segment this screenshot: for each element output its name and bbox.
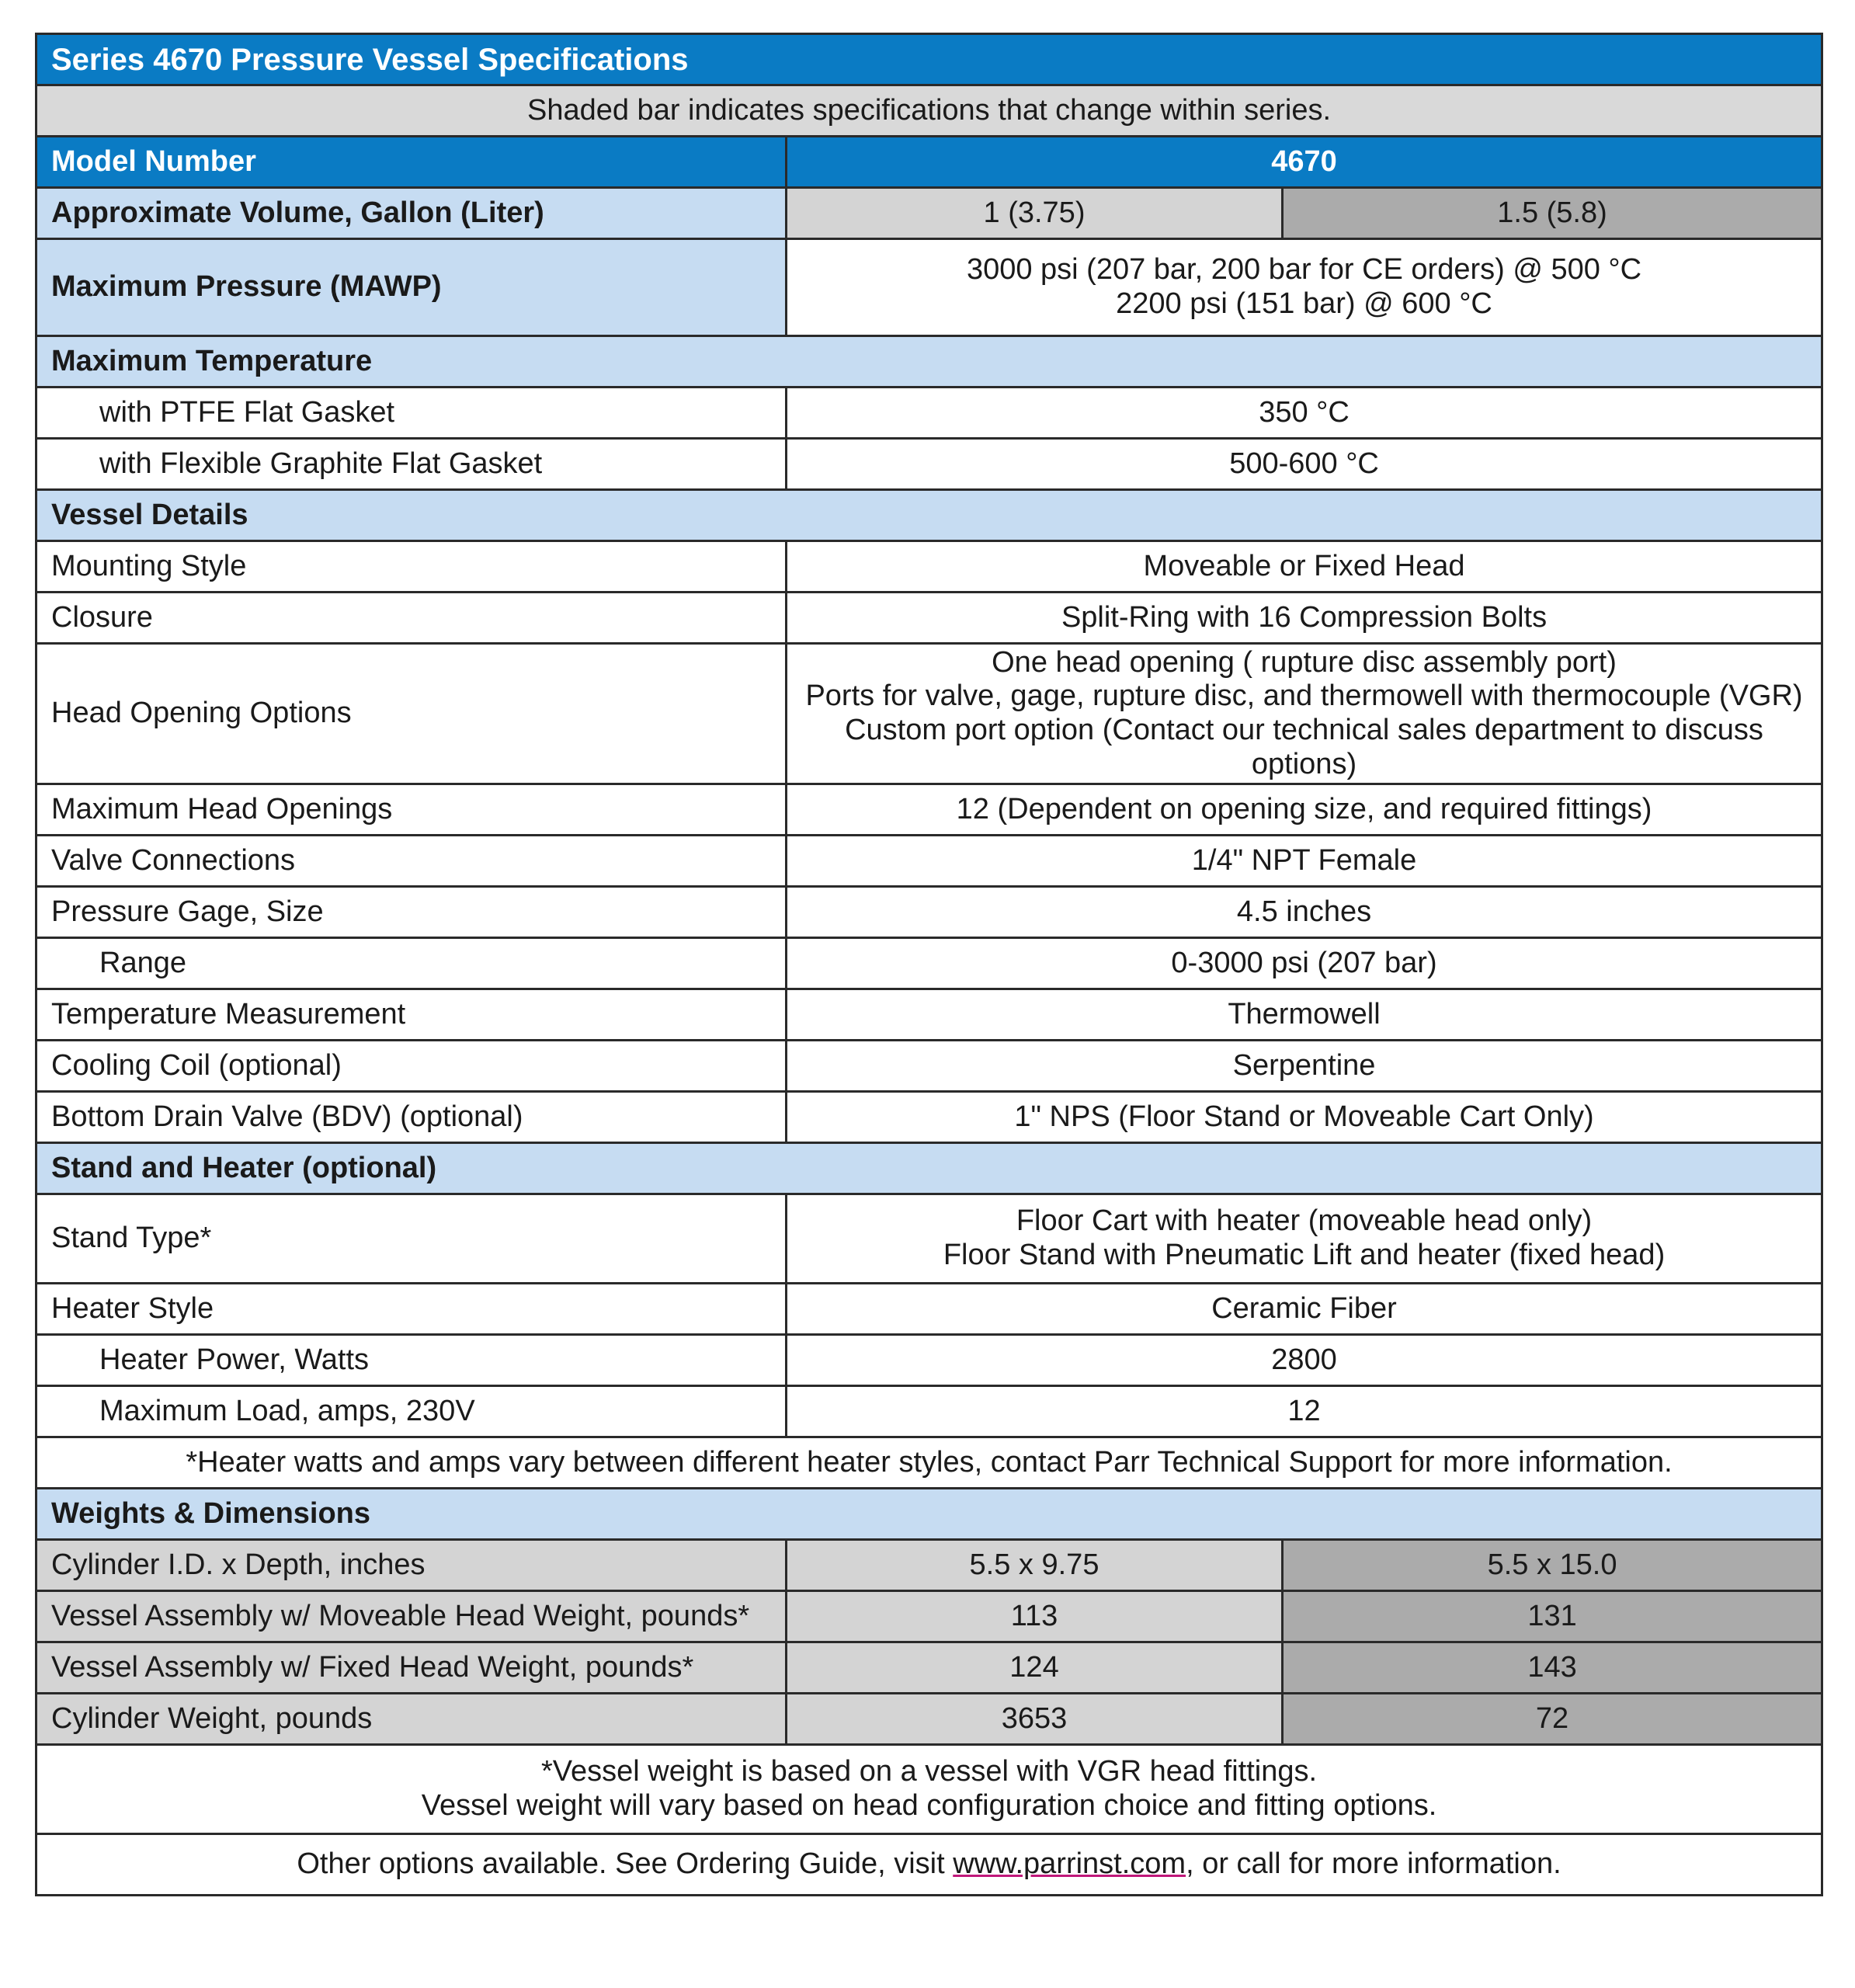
row-label: Bottom Drain Valve (BDV) (optional) [36, 1092, 787, 1143]
row-label: Mounting Style [36, 541, 787, 593]
shaded-note: Shaded bar indicates specifications that change within series. [36, 85, 1822, 137]
table-row [36, 1694, 1822, 1745]
row-label: Maximum Head Openings [36, 784, 787, 836]
row-label: with Flexible Graphite Flat Gasket [36, 439, 787, 490]
section-header: Maximum Temperature [36, 336, 1822, 388]
head-opening-line-2: Ports for valve, gage, rupture disc, and thermowell with thermocouple (VGR) [805, 679, 1803, 713]
section-weights-dimensions [36, 1489, 1822, 1540]
row-label: Heater Style [36, 1284, 787, 1335]
row-label: Cooling Coil (optional) [36, 1041, 787, 1092]
row-label: Vessel Assembly w/ Moveable Head Weight, pounds* [36, 1591, 787, 1642]
title-row [36, 34, 1822, 85]
row-value: 500-600 °C [787, 439, 1822, 490]
footer-text [36, 1834, 1822, 1896]
row-value-1: 5.5 x 9.75 [787, 1540, 1283, 1591]
pressure-row [36, 239, 1822, 336]
head-opening-row [36, 644, 1822, 784]
head-opening-value [787, 644, 1822, 784]
table-row [36, 388, 1822, 439]
table-row [36, 836, 1822, 887]
row-label: Range [36, 938, 787, 989]
row-label: Cylinder Weight, pounds [36, 1694, 787, 1745]
row-label: Maximum Load, amps, 230V [36, 1386, 787, 1437]
weight-note [36, 1745, 1822, 1834]
heater-note-row [36, 1437, 1822, 1489]
table-row [36, 1386, 1822, 1437]
stand-type-line-2: Floor Stand with Pneumatic Lift and heater (fixed head) [943, 1239, 1666, 1271]
table-row [36, 938, 1822, 989]
heater-note: *Heater watts and amps vary between different heater styles, contact Parr Technical Support for more information. [36, 1437, 1822, 1489]
row-value-1: 113 [787, 1591, 1283, 1642]
table-row [36, 541, 1822, 593]
row-value: 0-3000 psi (207 bar) [787, 938, 1822, 989]
pressure-value [787, 239, 1822, 336]
stand-type-value [787, 1194, 1822, 1284]
row-label: Closure [36, 593, 787, 644]
model-label: Model Number [36, 137, 787, 188]
volume-label: Approximate Volume, Gallon (Liter) [36, 188, 787, 239]
pressure-line-1: 3000 psi (207 bar, 200 bar for CE orders) @ 500 °C [966, 253, 1642, 287]
volume-value-1: 1 (3.75) [787, 188, 1283, 239]
table-row [36, 1540, 1822, 1591]
head-opening-line-3: Custom port option (Contact our technical sales department to discuss options) [845, 714, 1763, 780]
row-label: Temperature Measurement [36, 989, 787, 1041]
specifications-table [35, 33, 1823, 1896]
footer-prefix: Other options available. See Ordering Guide, visit [297, 1847, 954, 1881]
shaded-note-row [36, 85, 1822, 137]
row-value-2: 131 [1283, 1591, 1822, 1642]
row-value: Moveable or Fixed Head [787, 541, 1822, 593]
table-row [36, 1642, 1822, 1694]
pressure-label: Maximum Pressure (MAWP) [36, 239, 787, 336]
row-label: Pressure Gage, Size [36, 887, 787, 938]
weight-note-line-2: Vessel weight will vary based on head configuration choice and fitting options. [421, 1789, 1437, 1822]
table-row [36, 1041, 1822, 1092]
row-label: Head Opening Options [36, 644, 787, 784]
row-label: Heater Power, Watts [36, 1335, 787, 1386]
model-value: 4670 [787, 137, 1822, 188]
table-row [36, 593, 1822, 644]
row-value: 2800 [787, 1335, 1822, 1386]
stand-type-row [36, 1194, 1822, 1284]
table-row [36, 1284, 1822, 1335]
footer-row [36, 1834, 1822, 1896]
row-value: 1/4" NPT Female [787, 836, 1822, 887]
head-opening-line-1: One head opening ( rupture disc assembly port) [992, 645, 1617, 679]
row-value: Split-Ring with 16 Compression Bolts [787, 593, 1822, 644]
row-value: 1" NPS (Floor Stand or Moveable Cart Only) [787, 1092, 1822, 1143]
table-row [36, 784, 1822, 836]
row-value: 350 °C [787, 388, 1822, 439]
volume-value-2: 1.5 (5.8) [1283, 188, 1822, 239]
section-vessel-details [36, 490, 1822, 541]
table-row [36, 1092, 1822, 1143]
volume-row [36, 188, 1822, 239]
section-max-temperature [36, 336, 1822, 388]
row-label: Valve Connections [36, 836, 787, 887]
row-value: Ceramic Fiber [787, 1284, 1822, 1335]
row-label: Cylinder I.D. x Depth, inches [36, 1540, 787, 1591]
table-row [36, 1335, 1822, 1386]
weight-note-line-1: *Vessel weight is based on a vessel with VGR head fittings. [540, 1755, 1318, 1788]
row-label: with PTFE Flat Gasket [36, 388, 787, 439]
row-value: Serpentine [787, 1041, 1822, 1092]
table-row [36, 1591, 1822, 1642]
stand-type-line-1: Floor Cart with heater (moveable head only) [1016, 1204, 1593, 1238]
pressure-line-2: 2200 psi (151 bar) @ 600 °C [1116, 287, 1492, 320]
row-value-2: 72 [1283, 1694, 1822, 1745]
row-value-2: 5.5 x 15.0 [1283, 1540, 1822, 1591]
row-label: Vessel Assembly w/ Fixed Head Weight, pounds* [36, 1642, 787, 1694]
footer-suffix: , or call for more information. [1186, 1847, 1561, 1881]
row-value: 12 (Dependent on opening size, and required fittings) [787, 784, 1822, 836]
model-row [36, 137, 1822, 188]
table-title: Series 4670 Pressure Vessel Specifications [36, 34, 1822, 85]
row-value: Thermowell [787, 989, 1822, 1041]
row-label: Stand Type* [36, 1194, 787, 1284]
section-stand-heater [36, 1143, 1822, 1194]
table-row [36, 887, 1822, 938]
section-header: Weights & Dimensions [36, 1489, 1822, 1540]
row-value: 12 [787, 1386, 1822, 1437]
section-header: Vessel Details [36, 490, 1822, 541]
table-row [36, 439, 1822, 490]
row-value-1: 124 [787, 1642, 1283, 1694]
row-value: 4.5 inches [787, 887, 1822, 938]
website-link[interactable]: www.parrinst.com [953, 1847, 1186, 1881]
section-header: Stand and Heater (optional) [36, 1143, 1822, 1194]
table-row [36, 989, 1822, 1041]
row-value-1: 3653 [787, 1694, 1283, 1745]
weight-note-row [36, 1745, 1822, 1834]
row-value-2: 143 [1283, 1642, 1822, 1694]
